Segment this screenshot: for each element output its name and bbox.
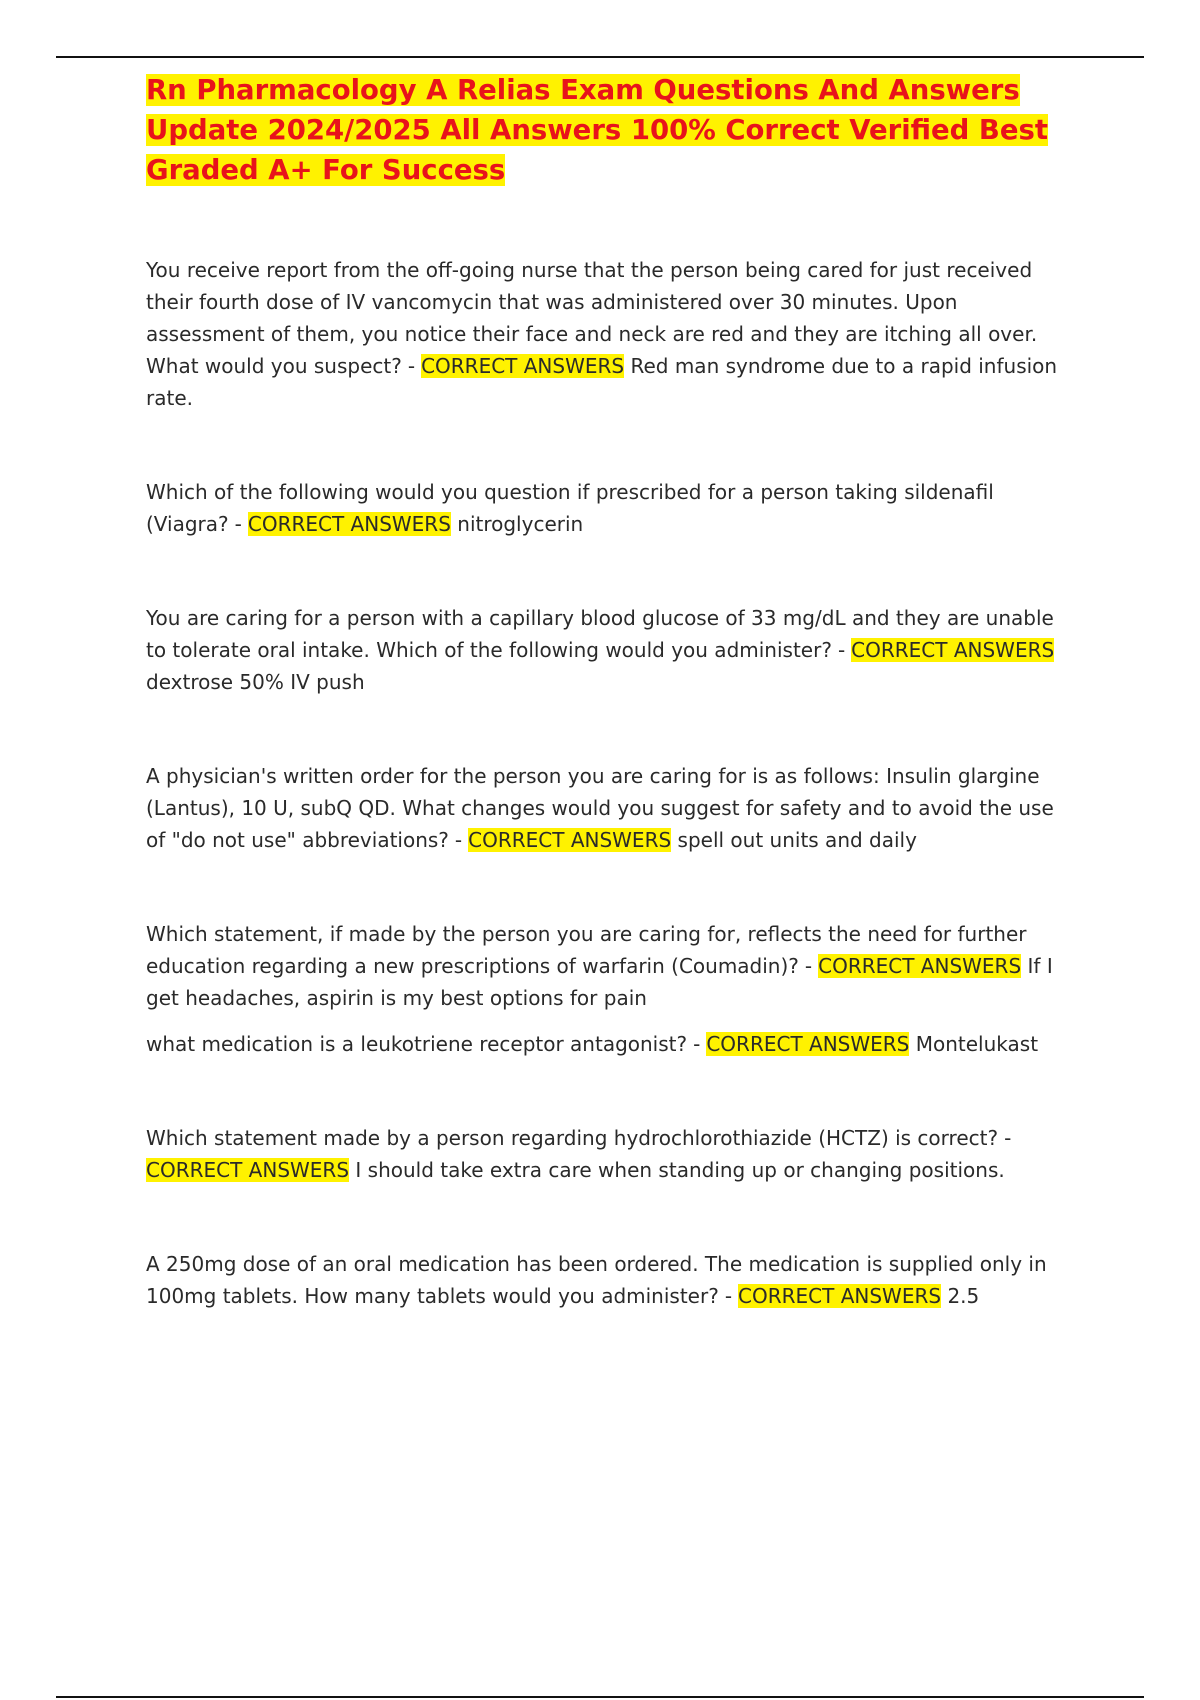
top-rule	[56, 56, 1144, 58]
separator: -	[693, 1032, 701, 1056]
qa-item	[146, 602, 1058, 698]
correct-answers-tag: CORRECT ANSWERS	[818, 954, 1022, 978]
correct-answers-tag: CORRECT ANSWERS	[738, 1284, 942, 1308]
question-text: Which statement made by a person regarding hydrochlorothiazide (HCTZ) is correct?	[146, 1126, 999, 1150]
question-text: Which statement, if made by the person you are caring for, reflects the need for further education regarding a new prescriptions of warfarin (Coumadin)?	[146, 922, 1027, 978]
qa-item	[146, 1248, 1058, 1312]
question-text: A physician's written order for the person you are caring for is as follows: Insulin glargine (Lantus), 10 U, subQ QD. What changes would you suggest for safety and to avoid the use of "do not use" abbreviations?	[146, 764, 1054, 852]
separator: -	[454, 828, 463, 852]
qa-item	[146, 1122, 1058, 1186]
correct-answers-tag: CORRECT ANSWERS	[706, 1032, 910, 1056]
correct-answers-tag: CORRECT ANSWERS	[247, 512, 451, 536]
qa-item	[146, 760, 1058, 856]
qa-item	[146, 476, 1058, 540]
correct-answers-tag: CORRECT ANSWERS	[421, 354, 625, 378]
separator: -	[804, 954, 813, 978]
answer-text: nitroglycerin	[457, 512, 584, 536]
qa-item	[146, 1028, 1058, 1060]
answer-text: Montelukast	[915, 1032, 1039, 1056]
separator: -	[407, 354, 416, 378]
bottom-rule	[56, 1696, 1144, 1698]
correct-answers-tag: CORRECT ANSWERS	[851, 638, 1055, 662]
document-body	[146, 70, 1058, 1312]
question-text: You are caring for a person with a capillary blood glucose of 33 mg/dL and they are unable to tolerate oral intake. Which of the following would you administer?	[146, 606, 1054, 662]
separator: -	[234, 512, 242, 536]
separator: -	[724, 1284, 733, 1308]
correct-answers-tag: CORRECT ANSWERS	[468, 828, 672, 852]
separator: -	[1004, 1126, 1012, 1150]
title-text: Rn Pharmacology A Relias Exam Questions And Answers Update 2024/2025 All Answers 100% Correct Verified Best Graded A+ For Success	[146, 74, 1049, 186]
question-text: what medication is a leukotriene receptor antagonist?	[146, 1032, 688, 1056]
qa-item	[146, 254, 1058, 414]
answer-text: If I get headaches, aspirin is my best options for pain	[146, 954, 1053, 1010]
separator: -	[837, 638, 846, 662]
answer-text: spell out units and daily	[677, 828, 917, 852]
answer-text: I should take extra care when standing up or changing positions.	[355, 1158, 1005, 1182]
answer-text: dextrose 50% IV push	[146, 670, 365, 694]
correct-answers-tag: CORRECT ANSWERS	[146, 1158, 350, 1182]
answer-text: 2.5	[947, 1284, 980, 1308]
answer-text: Red man syndrome due to a rapid infusion rate.	[146, 354, 1058, 410]
document-title	[146, 70, 1058, 190]
qa-item	[146, 918, 1058, 1014]
question-text: Which of the following would you question if prescribed for a person taking sildenafil (Viagra?	[146, 480, 994, 536]
question-text: You receive report from the off-going nurse that the person being cared for just received their fourth dose of IV vancomycin that was administered over 30 minutes. Upon assessment of them, you notice their face and neck are red and they are itching all over. What would you suspect?	[146, 258, 1038, 378]
question-text: A 250mg dose of an oral medication has been ordered. The medication is supplied only in 100mg tablets. How many tablets would you administer?	[146, 1252, 1047, 1308]
